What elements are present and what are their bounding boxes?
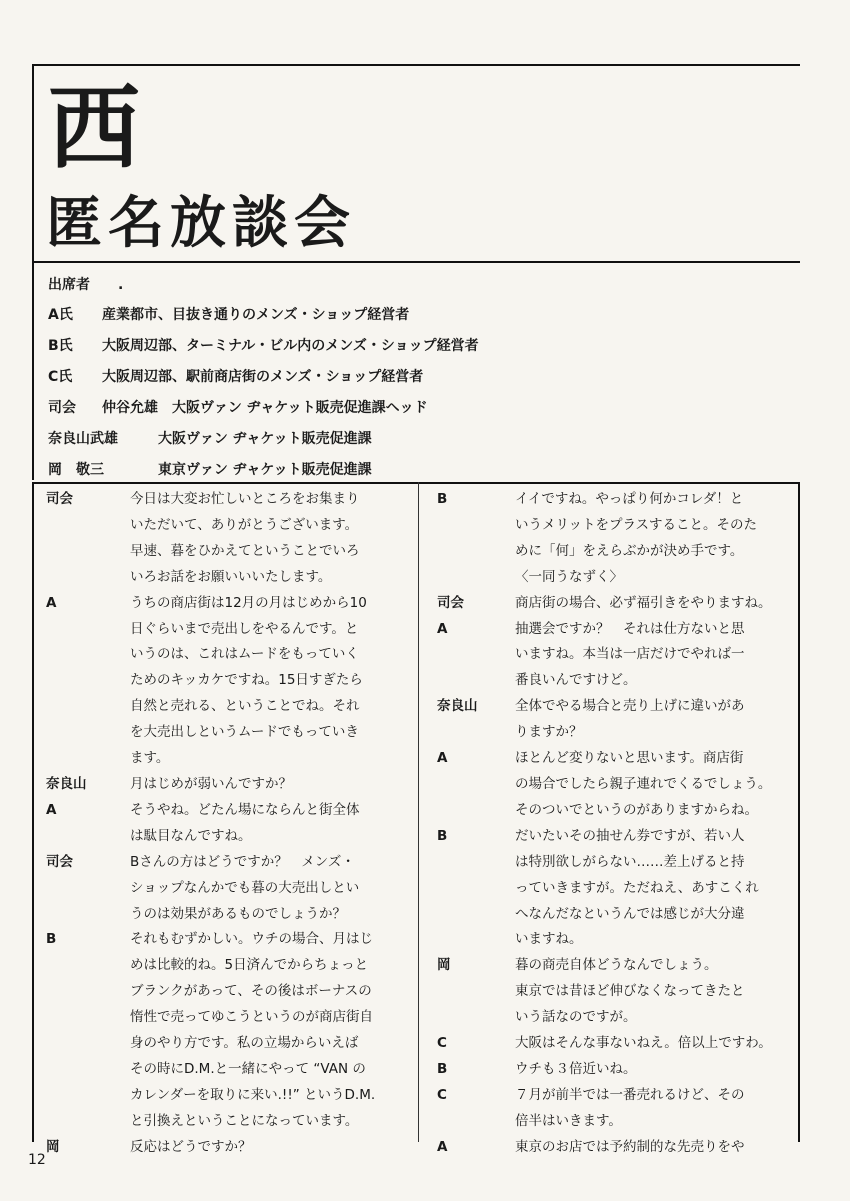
attendee-list <box>48 270 788 486</box>
speaker-label: A <box>437 1138 448 1155</box>
speech-line: だいたいその抽せん券ですが、若い人 <box>515 827 745 844</box>
left-dialogue-column <box>46 487 418 1161</box>
speech-line: その時にD.M.と一緒にやって “VAN の <box>130 1060 366 1077</box>
speech-line: いうメリットをプラスすること。そのた <box>515 516 758 533</box>
attendee-row <box>48 331 788 362</box>
speaker-label: 司会 <box>46 853 73 870</box>
speaker-label: A <box>46 801 57 818</box>
speech-line: いますね。 <box>515 931 583 948</box>
speech-line: へなんだなというんでは感じが大分違 <box>515 905 745 922</box>
speech-line: 暮の商売自体どうなんでしょう。 <box>515 957 718 974</box>
speech-line: ウチも３倍近いね。 <box>515 1060 637 1077</box>
dialogue-turn <box>437 591 793 617</box>
dialogue-top-rule <box>32 482 800 484</box>
speech-line: 身のやり方です。私の立場からいえば <box>130 1035 359 1052</box>
dialogue-turn <box>437 694 793 746</box>
attendee-role: 大阪周辺部、ターミナル・ビル内のメンズ・ショップ経営者 <box>102 338 479 354</box>
attendee-role: 大阪周辺部、駅前商店街のメンズ・ショップ経営者 <box>102 369 424 385</box>
speech-line: いただいて、ありがとうございます。 <box>130 516 359 533</box>
speech-line: カレンダーを取りに来い.!!” というD.M. <box>130 1086 376 1103</box>
speaker-label: 司会 <box>437 594 464 611</box>
attendee-row <box>48 393 788 424</box>
dialogue-turn <box>46 850 418 928</box>
speech-line: うちの商店街は12月の月はじめから10 <box>130 594 367 611</box>
attendee-role: 東京ヴァン ヂャケット販売促進課 <box>158 462 372 478</box>
dialogue-right-rule <box>798 482 800 1142</box>
article-title: 匿名放談会 <box>46 190 356 256</box>
speech-line: 今日は大変お忙しいところをお集まり <box>130 491 360 507</box>
attendee-name: 司会 <box>48 400 76 416</box>
dialogue-turn <box>437 1135 793 1161</box>
speech-line: 大阪はそんな事ないねえ。倍以上ですわ。 <box>515 1035 772 1052</box>
speech-line: 全体でやる場合と売り上げに違いがあ <box>515 698 745 715</box>
speaker-label: C <box>437 1035 447 1052</box>
speech-line: 倍半はいきます。 <box>515 1112 622 1129</box>
attendee-name: A氏 <box>48 307 73 323</box>
dialogue-turn <box>46 1135 418 1161</box>
dialogue-turn <box>437 824 793 954</box>
speech-line: それもむずかしい。ウチの場合、月はじ <box>130 931 373 948</box>
top-rule <box>32 64 800 66</box>
right-dialogue-column <box>437 487 793 1161</box>
speaker-label: B <box>437 491 448 507</box>
attendee-role: 仲谷允雄 大阪ヴァン ヂャケット販売促進課ヘッド <box>102 400 428 416</box>
dialogue-turn <box>437 746 793 824</box>
header-left-rule <box>32 64 34 480</box>
speaker-label: A <box>437 750 448 767</box>
attendee-role: 大阪ヴァン ヂャケット販売促進課 <box>158 431 372 447</box>
speech-line: の場合でしたら親子連れでくるでしょう。 <box>515 775 772 792</box>
attendee-name: C氏 <box>48 369 73 385</box>
speech-line: ブランクがあって、その後はボーナスの <box>130 983 372 1000</box>
speech-line: っていきますが。ただねえ、あすこくれ <box>515 879 759 896</box>
speech-line: は駄目なんですね。 <box>130 827 252 844</box>
attendee-row <box>48 300 788 331</box>
speech-line: りますか？ <box>515 724 583 741</box>
speech-line: そうやね。どたん場にならんと街全体 <box>130 801 360 818</box>
speech-line: そのついでというのがありますからね。 <box>515 801 758 818</box>
speech-line: 東京のお店では予約制的な先売りをや <box>515 1138 745 1155</box>
speech-line: 月はじめが弱いんですか？ <box>130 775 292 792</box>
dialogue-turn <box>46 487 418 591</box>
speech-line: 反応はどうですか？ <box>130 1138 252 1155</box>
speech-line: うのは効果があるものでしょうか？ <box>130 905 346 922</box>
speech-line: 番良いんですけど。 <box>515 672 637 689</box>
dialogue-turn <box>437 953 793 1031</box>
dialogue-turn <box>437 487 793 591</box>
speech-line: 自然と売れる、ということでね。それ <box>130 698 360 715</box>
speech-line: を大売出しというムードでもっていき <box>130 724 359 741</box>
attendee-name: 奈良山武雄 <box>48 431 118 447</box>
dialogue-turn <box>46 591 418 772</box>
speaker-label: A <box>437 620 448 637</box>
dialogue-turn <box>437 1031 793 1057</box>
dialogue-turn <box>437 1083 793 1135</box>
speech-line: は特別欲しがらない……差上げると持 <box>515 853 745 870</box>
speaker-label: 奈良山 <box>437 698 478 715</box>
speech-line: 早速、暮をひかえてということでいろ <box>130 542 360 559</box>
speaker-label: 司会 <box>46 491 73 507</box>
dialogue-left-rule <box>32 482 34 1142</box>
speech-line: いうのは、これはムードをもっていく <box>130 646 359 663</box>
attendee-heading: 出席者 . <box>48 277 124 293</box>
speaker-label: 奈良山 <box>46 775 87 792</box>
speech-line: めは比較的ね。5日済んでからちょっと <box>130 957 369 974</box>
dialogue-turn <box>437 617 793 695</box>
speech-line: ためのキッカケですね。15日すぎたら <box>130 672 363 689</box>
attendee-name: 岡 敬三 <box>48 462 104 478</box>
column-divider <box>418 482 419 1142</box>
speech-line: Bさんの方はどうですか？ メンズ・ <box>130 853 355 870</box>
speech-line: と引換えということになっています。 <box>130 1112 359 1129</box>
attendee-name: B氏 <box>48 338 73 354</box>
speech-line: 日ぐらいまで売出しをやるんです。と <box>130 620 359 637</box>
speech-line: ７月が前半では一番売れるけど、その <box>515 1086 745 1103</box>
speech-line: ショップなんかでも暮の大売出しとい <box>130 879 360 896</box>
title-rule <box>32 261 800 263</box>
speaker-label: 岡 <box>46 1138 60 1155</box>
dialogue-turn <box>46 772 418 798</box>
speech-line: イイですね。やっぱり何かコレダ！と <box>515 491 744 507</box>
attendee-row <box>48 424 788 455</box>
speaker-label: A <box>46 594 57 611</box>
speaker-label: 岡 <box>437 957 451 974</box>
page-number: 12 <box>28 1152 46 1168</box>
dialogue-turn <box>437 1057 793 1083</box>
attendee-row <box>48 362 788 393</box>
speaker-label: B <box>46 931 57 948</box>
region-title: 西 <box>48 74 143 182</box>
speech-line: いますね。本当は一店だけでやれば一 <box>515 646 745 663</box>
speech-line: 抽選会ですか？ それは仕方ないと思 <box>515 620 745 637</box>
speech-line: ほとんど変りないと思います。商店街 <box>515 750 744 767</box>
speech-line: 商店街の場合、必ず福引きをやりますね。 <box>515 594 772 611</box>
speech-line: 東京では昔ほど伸びなくなってきたと <box>515 983 745 1000</box>
dialogue-turn <box>46 798 418 850</box>
speaker-label: C <box>437 1086 447 1103</box>
attendee-role: 産業都市、目抜き通りのメンズ・ショップ経営者 <box>102 307 410 323</box>
speech-line: ます。 <box>130 750 170 767</box>
dialogue-turn <box>46 927 418 1134</box>
speech-line: 惰性で売ってゆこうというのが商店街自 <box>130 1009 373 1026</box>
speaker-label: B <box>437 1060 448 1077</box>
speech-line: いう話なのですが。 <box>515 1009 637 1026</box>
speech-line: いろお話をお願いいいたします。 <box>130 568 332 585</box>
speech-line: めに「何」をえらぶかが決め手です。 <box>515 542 744 559</box>
speech-line: 〈一同うなずく〉 <box>515 568 623 585</box>
speaker-label: B <box>437 827 448 844</box>
